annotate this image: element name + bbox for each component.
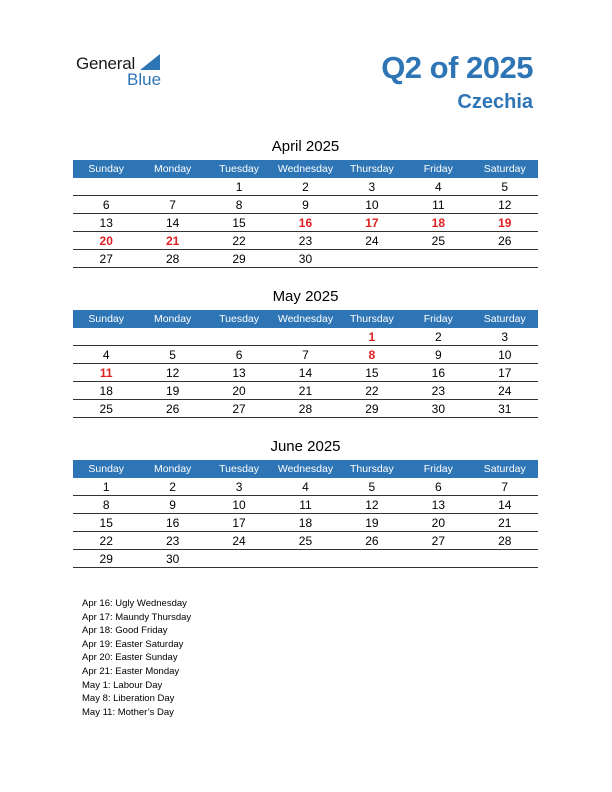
day-cell: 26 <box>472 232 538 250</box>
week-row <box>73 532 538 550</box>
day-cell: 11 <box>405 196 471 214</box>
day-cell: 14 <box>272 364 338 382</box>
weekday-header: Friday <box>405 460 471 478</box>
day-cell: 31 <box>472 400 538 418</box>
logo-blue-text: Blue <box>127 70 162 89</box>
day-cell: 25 <box>73 400 139 418</box>
week-row <box>73 196 538 214</box>
week-row <box>73 550 538 568</box>
day-cell <box>73 328 139 346</box>
week-row <box>73 328 538 346</box>
holiday-list <box>82 597 191 719</box>
day-cell: 18 <box>272 514 338 532</box>
day-cell: 24 <box>472 382 538 400</box>
day-cell <box>339 550 405 568</box>
day-cell: 6 <box>405 478 471 496</box>
day-cell <box>405 250 471 268</box>
week-row <box>73 346 538 364</box>
day-cell <box>272 550 338 568</box>
month-april <box>73 138 538 268</box>
day-cell: 8 <box>206 196 272 214</box>
day-cell: 10 <box>206 496 272 514</box>
day-cell: 24 <box>339 232 405 250</box>
weekday-header: Friday <box>405 160 471 178</box>
calendar-table <box>73 160 538 268</box>
month-may <box>73 288 538 418</box>
day-cell: 8 <box>339 346 405 364</box>
day-cell: 3 <box>472 328 538 346</box>
day-cell: 2 <box>405 328 471 346</box>
day-cell: 20 <box>206 382 272 400</box>
holiday-entry: Apr 17: Maundy Thursday <box>82 611 192 623</box>
day-cell: 13 <box>405 496 471 514</box>
weekday-header-row <box>73 160 538 178</box>
day-cell: 2 <box>139 478 205 496</box>
day-cell: 4 <box>272 478 338 496</box>
day-cell <box>73 178 139 196</box>
day-cell: 19 <box>339 514 405 532</box>
weekday-header: Saturday <box>472 460 538 478</box>
holiday-entry: Apr 19: Easter Saturday <box>82 638 184 650</box>
weekday-header: Sunday <box>73 310 139 328</box>
week-row <box>73 496 538 514</box>
day-cell: 23 <box>139 532 205 550</box>
day-cell: 23 <box>405 382 471 400</box>
day-cell <box>139 328 205 346</box>
day-cell: 1 <box>73 478 139 496</box>
weekday-header: Saturday <box>472 310 538 328</box>
day-cell: 21 <box>139 232 205 250</box>
day-cell: 5 <box>139 346 205 364</box>
weekday-header: Sunday <box>73 460 139 478</box>
weekday-header: Thursday <box>339 460 405 478</box>
day-cell <box>206 550 272 568</box>
page-title: Q2 of 2025 <box>381 50 533 85</box>
day-cell <box>472 550 538 568</box>
day-cell: 17 <box>206 514 272 532</box>
day-cell: 12 <box>139 364 205 382</box>
day-cell: 15 <box>206 214 272 232</box>
day-cell: 15 <box>73 514 139 532</box>
weekday-header-row <box>73 460 538 478</box>
day-cell: 27 <box>73 250 139 268</box>
day-cell: 19 <box>472 214 538 232</box>
day-cell: 12 <box>339 496 405 514</box>
weekday-header: Thursday <box>339 310 405 328</box>
day-cell: 9 <box>139 496 205 514</box>
day-cell: 28 <box>139 250 205 268</box>
day-cell: 29 <box>206 250 272 268</box>
day-cell: 6 <box>206 346 272 364</box>
day-cell: 18 <box>405 214 471 232</box>
day-cell: 13 <box>73 214 139 232</box>
day-cell: 30 <box>405 400 471 418</box>
day-cell: 7 <box>272 346 338 364</box>
day-cell: 28 <box>272 400 338 418</box>
day-cell: 17 <box>472 364 538 382</box>
week-row <box>73 178 538 196</box>
holiday-entry: Apr 16: Ugly Wednesday <box>82 598 187 609</box>
weekday-header: Thursday <box>339 160 405 178</box>
day-cell <box>206 328 272 346</box>
week-row <box>73 400 538 418</box>
week-row <box>73 382 538 400</box>
day-cell: 27 <box>405 532 471 550</box>
week-row <box>73 250 538 268</box>
weekday-header: Sunday <box>73 160 139 178</box>
holiday-entry: May 8: Liberation Day <box>82 693 175 705</box>
day-cell: 16 <box>139 514 205 532</box>
holiday-entry: May 1: Labour Day <box>82 679 163 691</box>
day-cell: 10 <box>472 346 538 364</box>
day-cell: 20 <box>405 514 471 532</box>
day-cell: 16 <box>405 364 471 382</box>
day-cell: 12 <box>472 196 538 214</box>
day-cell <box>472 250 538 268</box>
logo <box>76 52 176 92</box>
day-cell: 18 <box>73 382 139 400</box>
day-cell <box>339 250 405 268</box>
month-june <box>73 438 538 568</box>
day-cell: 28 <box>472 532 538 550</box>
week-row <box>73 214 538 232</box>
day-cell: 7 <box>139 196 205 214</box>
holiday-entry: Apr 21: Easter Monday <box>82 665 180 677</box>
day-cell <box>139 178 205 196</box>
weekday-header: Wednesday <box>272 160 338 178</box>
day-cell: 22 <box>73 532 139 550</box>
holiday-entry: Apr 20: Easter Sunday <box>82 652 178 664</box>
day-cell: 17 <box>339 214 405 232</box>
day-cell: 22 <box>339 382 405 400</box>
month-title: May 2025 <box>272 288 339 305</box>
day-cell: 1 <box>339 328 405 346</box>
day-cell: 25 <box>272 532 338 550</box>
weekday-header: Wednesday <box>272 460 338 478</box>
month-title: April 2025 <box>271 138 340 155</box>
day-cell: 3 <box>339 178 405 196</box>
day-cell: 1 <box>206 178 272 196</box>
day-cell: 26 <box>339 532 405 550</box>
day-cell: 21 <box>272 382 338 400</box>
day-cell: 9 <box>405 346 471 364</box>
day-cell: 9 <box>272 196 338 214</box>
day-cell: 24 <box>206 532 272 550</box>
day-cell: 25 <box>405 232 471 250</box>
day-cell: 23 <box>272 232 338 250</box>
day-cell: 5 <box>472 178 538 196</box>
weekday-header: Tuesday <box>206 160 272 178</box>
day-cell: 11 <box>73 364 139 382</box>
day-cell: 21 <box>472 514 538 532</box>
holiday-entry: May 11: Mother’s Day <box>82 706 174 718</box>
day-cell: 7 <box>472 478 538 496</box>
day-cell: 14 <box>139 214 205 232</box>
day-cell: 10 <box>339 196 405 214</box>
day-cell: 19 <box>139 382 205 400</box>
country-name: Czechia <box>457 91 533 113</box>
weekday-header: Monday <box>139 310 205 328</box>
weekday-header: Tuesday <box>206 460 272 478</box>
day-cell: 2 <box>272 178 338 196</box>
day-cell: 6 <box>73 196 139 214</box>
week-row <box>73 232 538 250</box>
week-row <box>73 514 538 532</box>
weekday-header: Tuesday <box>206 310 272 328</box>
holiday-entry: Apr 18: Good Friday <box>82 625 168 637</box>
day-cell: 13 <box>206 364 272 382</box>
day-cell: 22 <box>206 232 272 250</box>
day-cell: 4 <box>73 346 139 364</box>
weekday-header: Saturday <box>472 160 538 178</box>
day-cell: 3 <box>206 478 272 496</box>
week-row <box>73 478 538 496</box>
month-title: June 2025 <box>270 438 341 455</box>
weekday-header: Friday <box>405 310 471 328</box>
day-cell: 5 <box>339 478 405 496</box>
day-cell: 26 <box>139 400 205 418</box>
day-cell: 29 <box>73 550 139 568</box>
weekday-header: Monday <box>139 160 205 178</box>
day-cell: 11 <box>272 496 338 514</box>
logo-triangle-icon <box>140 54 160 70</box>
day-cell: 30 <box>139 550 205 568</box>
day-cell: 14 <box>472 496 538 514</box>
day-cell: 16 <box>272 214 338 232</box>
week-row <box>73 364 538 382</box>
day-cell: 27 <box>206 400 272 418</box>
logo-general-text: General <box>76 54 136 73</box>
day-cell: 15 <box>339 364 405 382</box>
day-cell: 4 <box>405 178 471 196</box>
day-cell: 29 <box>339 400 405 418</box>
day-cell: 8 <box>73 496 139 514</box>
weekday-header: Wednesday <box>272 310 338 328</box>
weekday-header: Monday <box>139 460 205 478</box>
day-cell <box>272 328 338 346</box>
day-cell: 20 <box>73 232 139 250</box>
calendar-table <box>73 460 538 568</box>
weekday-header-row <box>73 310 538 328</box>
day-cell <box>405 550 471 568</box>
day-cell: 30 <box>272 250 338 268</box>
calendar-table <box>73 310 538 418</box>
